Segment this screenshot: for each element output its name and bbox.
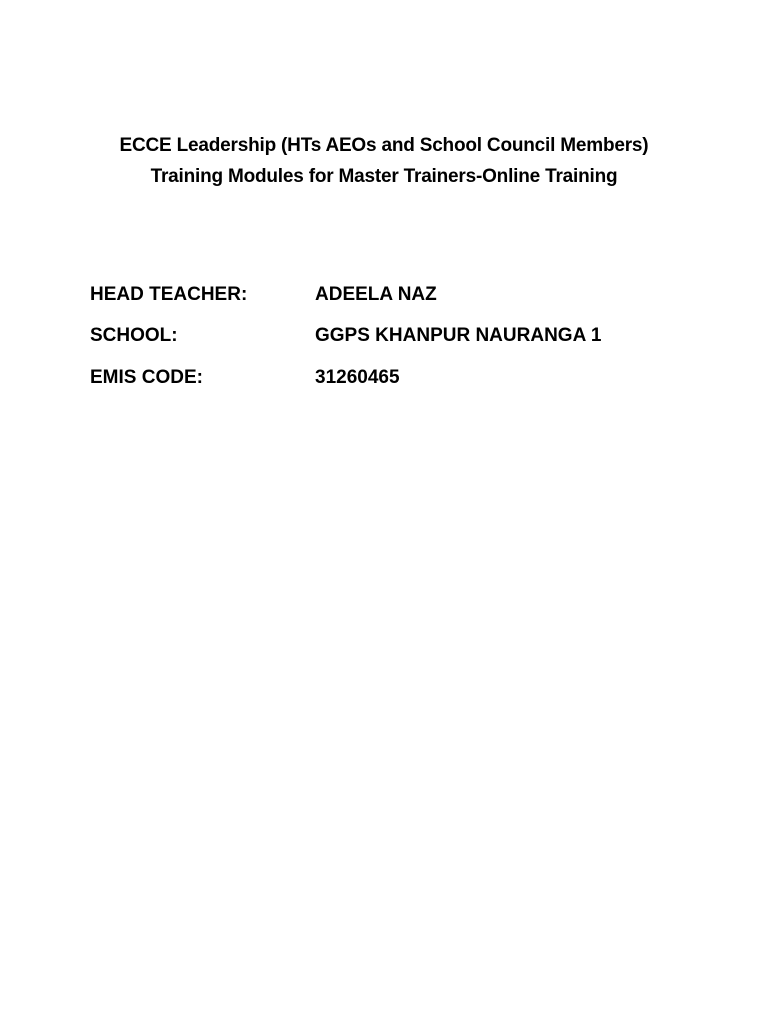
title-line-1: ECCE Leadership (HTs AEOs and School Council Members) [119, 135, 649, 156]
school-label: SCHOOL: [90, 325, 178, 346]
document-title [0, 130, 768, 192]
emis-code-row [90, 364, 690, 392]
emis-code-label: EMIS CODE: [90, 367, 203, 388]
head-teacher-label: HEAD TEACHER: [90, 284, 248, 305]
head-teacher-row [90, 281, 690, 309]
emis-code-value: 31260465 [315, 367, 400, 388]
school-value: GGPS KHANPUR NAURANGA 1 [315, 325, 602, 346]
school-row [90, 322, 690, 350]
head-teacher-value: ADEELA NAZ [315, 284, 437, 305]
title-line-2: Training Modules for Master Trainers-Online Training [150, 166, 618, 187]
